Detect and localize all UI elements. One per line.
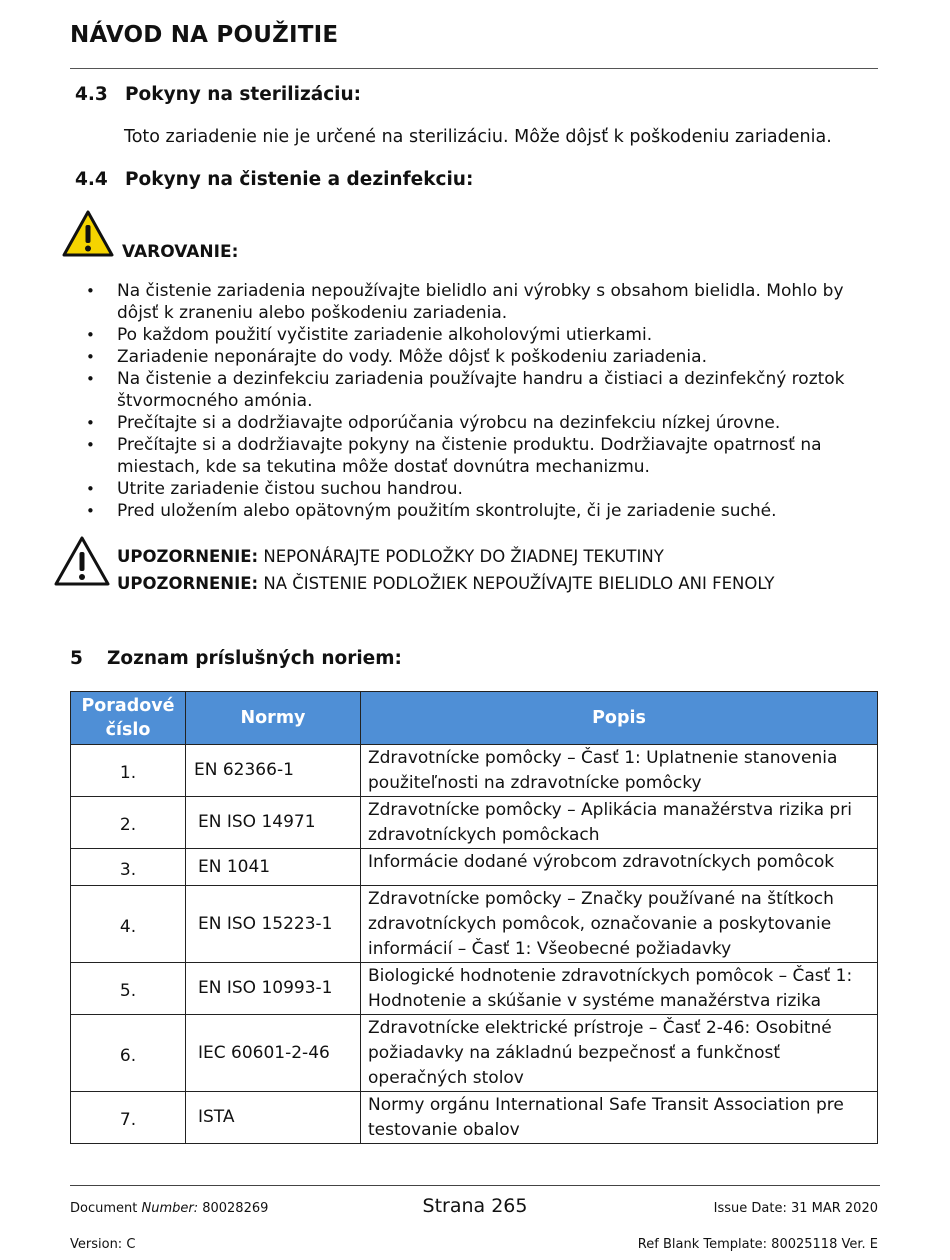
desc-line: Zdravotnícke elektrické prístroje – Časť 2-46: Osobitné [368, 1018, 832, 1038]
column-header-description: Popis [361, 692, 878, 745]
row-description [361, 963, 878, 1015]
desc-line: použiteľnosti na zdravotnícke pomôcky [368, 773, 702, 793]
section-4-4-heading [75, 169, 473, 190]
section-number: 4.3 [75, 84, 108, 105]
section-4-3-heading [75, 84, 361, 105]
row-description [361, 1015, 878, 1092]
table-row [71, 849, 878, 886]
list-item: • Prečítajte si a dodržiavajte odporúčania výrobcu na dezinfekciu nízkej úrovne. [82, 412, 872, 434]
desc-line: Informácie dodané výrobcom zdravotníckych pomôcok [368, 852, 835, 872]
table-row [71, 1092, 878, 1144]
desc-line: Zdravotnícke pomôcky – Značky používané na štítkoch [368, 889, 834, 909]
desc-line: Biologické hodnotenie zdravotníckych pomôcok – Časť 1: [368, 966, 853, 986]
list-item: • Prečítajte si a dodržiavajte pokyny na čistenie produktu. Dodržiavajte opatrnosť na miestach, kde sa tekutina môže dostať dovnútra mechanizmu. [82, 434, 872, 478]
section-title: Pokyny na sterilizáciu: [125, 84, 362, 105]
issue-date: Issue Date: 31 MAR 2020 [713, 1201, 878, 1216]
desc-line: požiadavky na základnú bezpečnosť a funkčnosť [368, 1043, 781, 1063]
caution-label: UPOZORNENIE: [117, 547, 259, 566]
list-item: • Na čistenie zariadenia nepoužívajte bielidlo ani výrobky s obsahom bielidla. Mohlo by dôjsť k zraneniu alebo poškodeniu zariadenia. [82, 280, 872, 324]
warning-triangle-icon [61, 209, 115, 259]
list-item: • Zariadenie neponárajte do vody. Môže dôjsť k poškodeniu zariadenia. [82, 346, 872, 368]
header-line: Poradové [81, 696, 175, 716]
row-number: 6. [71, 1015, 186, 1092]
page-title: NÁVOD NA POUŽITIE [70, 22, 339, 48]
row-norm: EN 1041 [186, 849, 361, 886]
column-header-number [71, 692, 186, 745]
list-item: • Na čistenie a dezinfekciu zariadenia používajte handru a čistiaci a dezinfekčný roztok štvormocného amónia. [82, 368, 872, 412]
row-norm: ISTA [186, 1092, 361, 1144]
row-number: 3. [71, 849, 186, 886]
row-number: 4. [71, 886, 186, 963]
section-5-heading [70, 648, 402, 669]
sterilization-text: Toto zariadenie nie je určené na sterilizáciu. Môže dôjsť k poškodeniu zariadenia. [124, 127, 832, 147]
header-divider [70, 68, 878, 69]
ref-template: Ref Blank Template: 80025118 Ver. E [637, 1237, 878, 1252]
warning-label: VAROVANIE: [122, 242, 239, 262]
row-number: 2. [71, 797, 186, 849]
doc-number-label: Document [70, 1201, 142, 1216]
caution-label: UPOZORNENIE: [117, 574, 259, 593]
cleaning-instructions-list [82, 280, 872, 522]
row-norm: IEC 60601-2-46 [186, 1015, 361, 1092]
table-row [71, 797, 878, 849]
row-description [361, 1092, 878, 1144]
column-header-norms: Normy [186, 692, 361, 745]
desc-line: operačných stolov [368, 1068, 524, 1088]
desc-line: Zdravotnícke pomôcky – Aplikácia manažérstva rizika pri [368, 800, 852, 820]
table-row [71, 886, 878, 963]
desc-line: informácií – Časť 1: Všeobecné požiadavky [368, 939, 732, 959]
table-row [71, 1015, 878, 1092]
footer-divider [70, 1185, 880, 1186]
desc-line: zdravotníckych pomôcok, označovanie a poskytovanie [368, 914, 832, 934]
caution-text: NA ČISTENIE PODLOŽIEK NEPOUŽÍVAJTE BIELIDLO ANI FENOLY [258, 574, 775, 593]
desc-line: Zdravotnícke pomôcky – Časť 1: Uplatnenie stanovenia [368, 748, 838, 768]
row-norm: EN ISO 15223-1 [186, 886, 361, 963]
row-description [361, 797, 878, 849]
row-norm: EN ISO 10993-1 [186, 963, 361, 1015]
row-description [361, 745, 878, 797]
section-number: 5 [70, 648, 83, 669]
doc-number-italic: Number: [141, 1201, 199, 1216]
row-number: 5. [71, 963, 186, 1015]
list-item: • Pred uložením alebo opätovným použitím skontrolujte, či je zariadenie suché. [82, 500, 872, 522]
header-line: číslo [105, 720, 151, 740]
desc-line: zdravotníckych pomôckach [368, 825, 600, 845]
caution-triangle-icon [53, 535, 111, 587]
caution-line [117, 547, 664, 566]
standards-table [70, 691, 878, 1144]
row-number: 7. [71, 1092, 186, 1144]
list-item: • Po každom použití vyčistite zariadenie alkoholovými utierkami. [82, 324, 872, 346]
section-title: Pokyny na čistenie a dezinfekciu: [125, 169, 474, 190]
list-item: • Utrite zariadenie čistou suchou handrou. [82, 478, 872, 500]
doc-number-value: 80028269 [198, 1201, 269, 1216]
desc-line: Normy orgánu International Safe Transit Association pre [368, 1095, 844, 1115]
caution-line [117, 574, 774, 593]
row-norm: EN ISO 14971 [186, 797, 361, 849]
desc-line: Hodnotenie a skúšanie v systéme manažérstva rizika [368, 991, 822, 1011]
row-norm: EN 62366-1 [186, 745, 361, 797]
row-description [361, 886, 878, 963]
table-header-row [71, 692, 878, 745]
page-number: Strana 265 [422, 1195, 528, 1217]
table-row [71, 963, 878, 1015]
row-description [361, 849, 878, 886]
row-number: 1. [71, 745, 186, 797]
table-row [71, 745, 878, 797]
section-number: 4.4 [75, 169, 108, 190]
version: Version: C [70, 1237, 136, 1252]
desc-line: testovanie obalov [368, 1120, 520, 1140]
section-title: Zoznam príslušných noriem: [107, 648, 402, 669]
caution-text: NEPONÁRAJTE PODLOŽKY DO ŽIADNEJ TEKUTINY [258, 547, 664, 566]
